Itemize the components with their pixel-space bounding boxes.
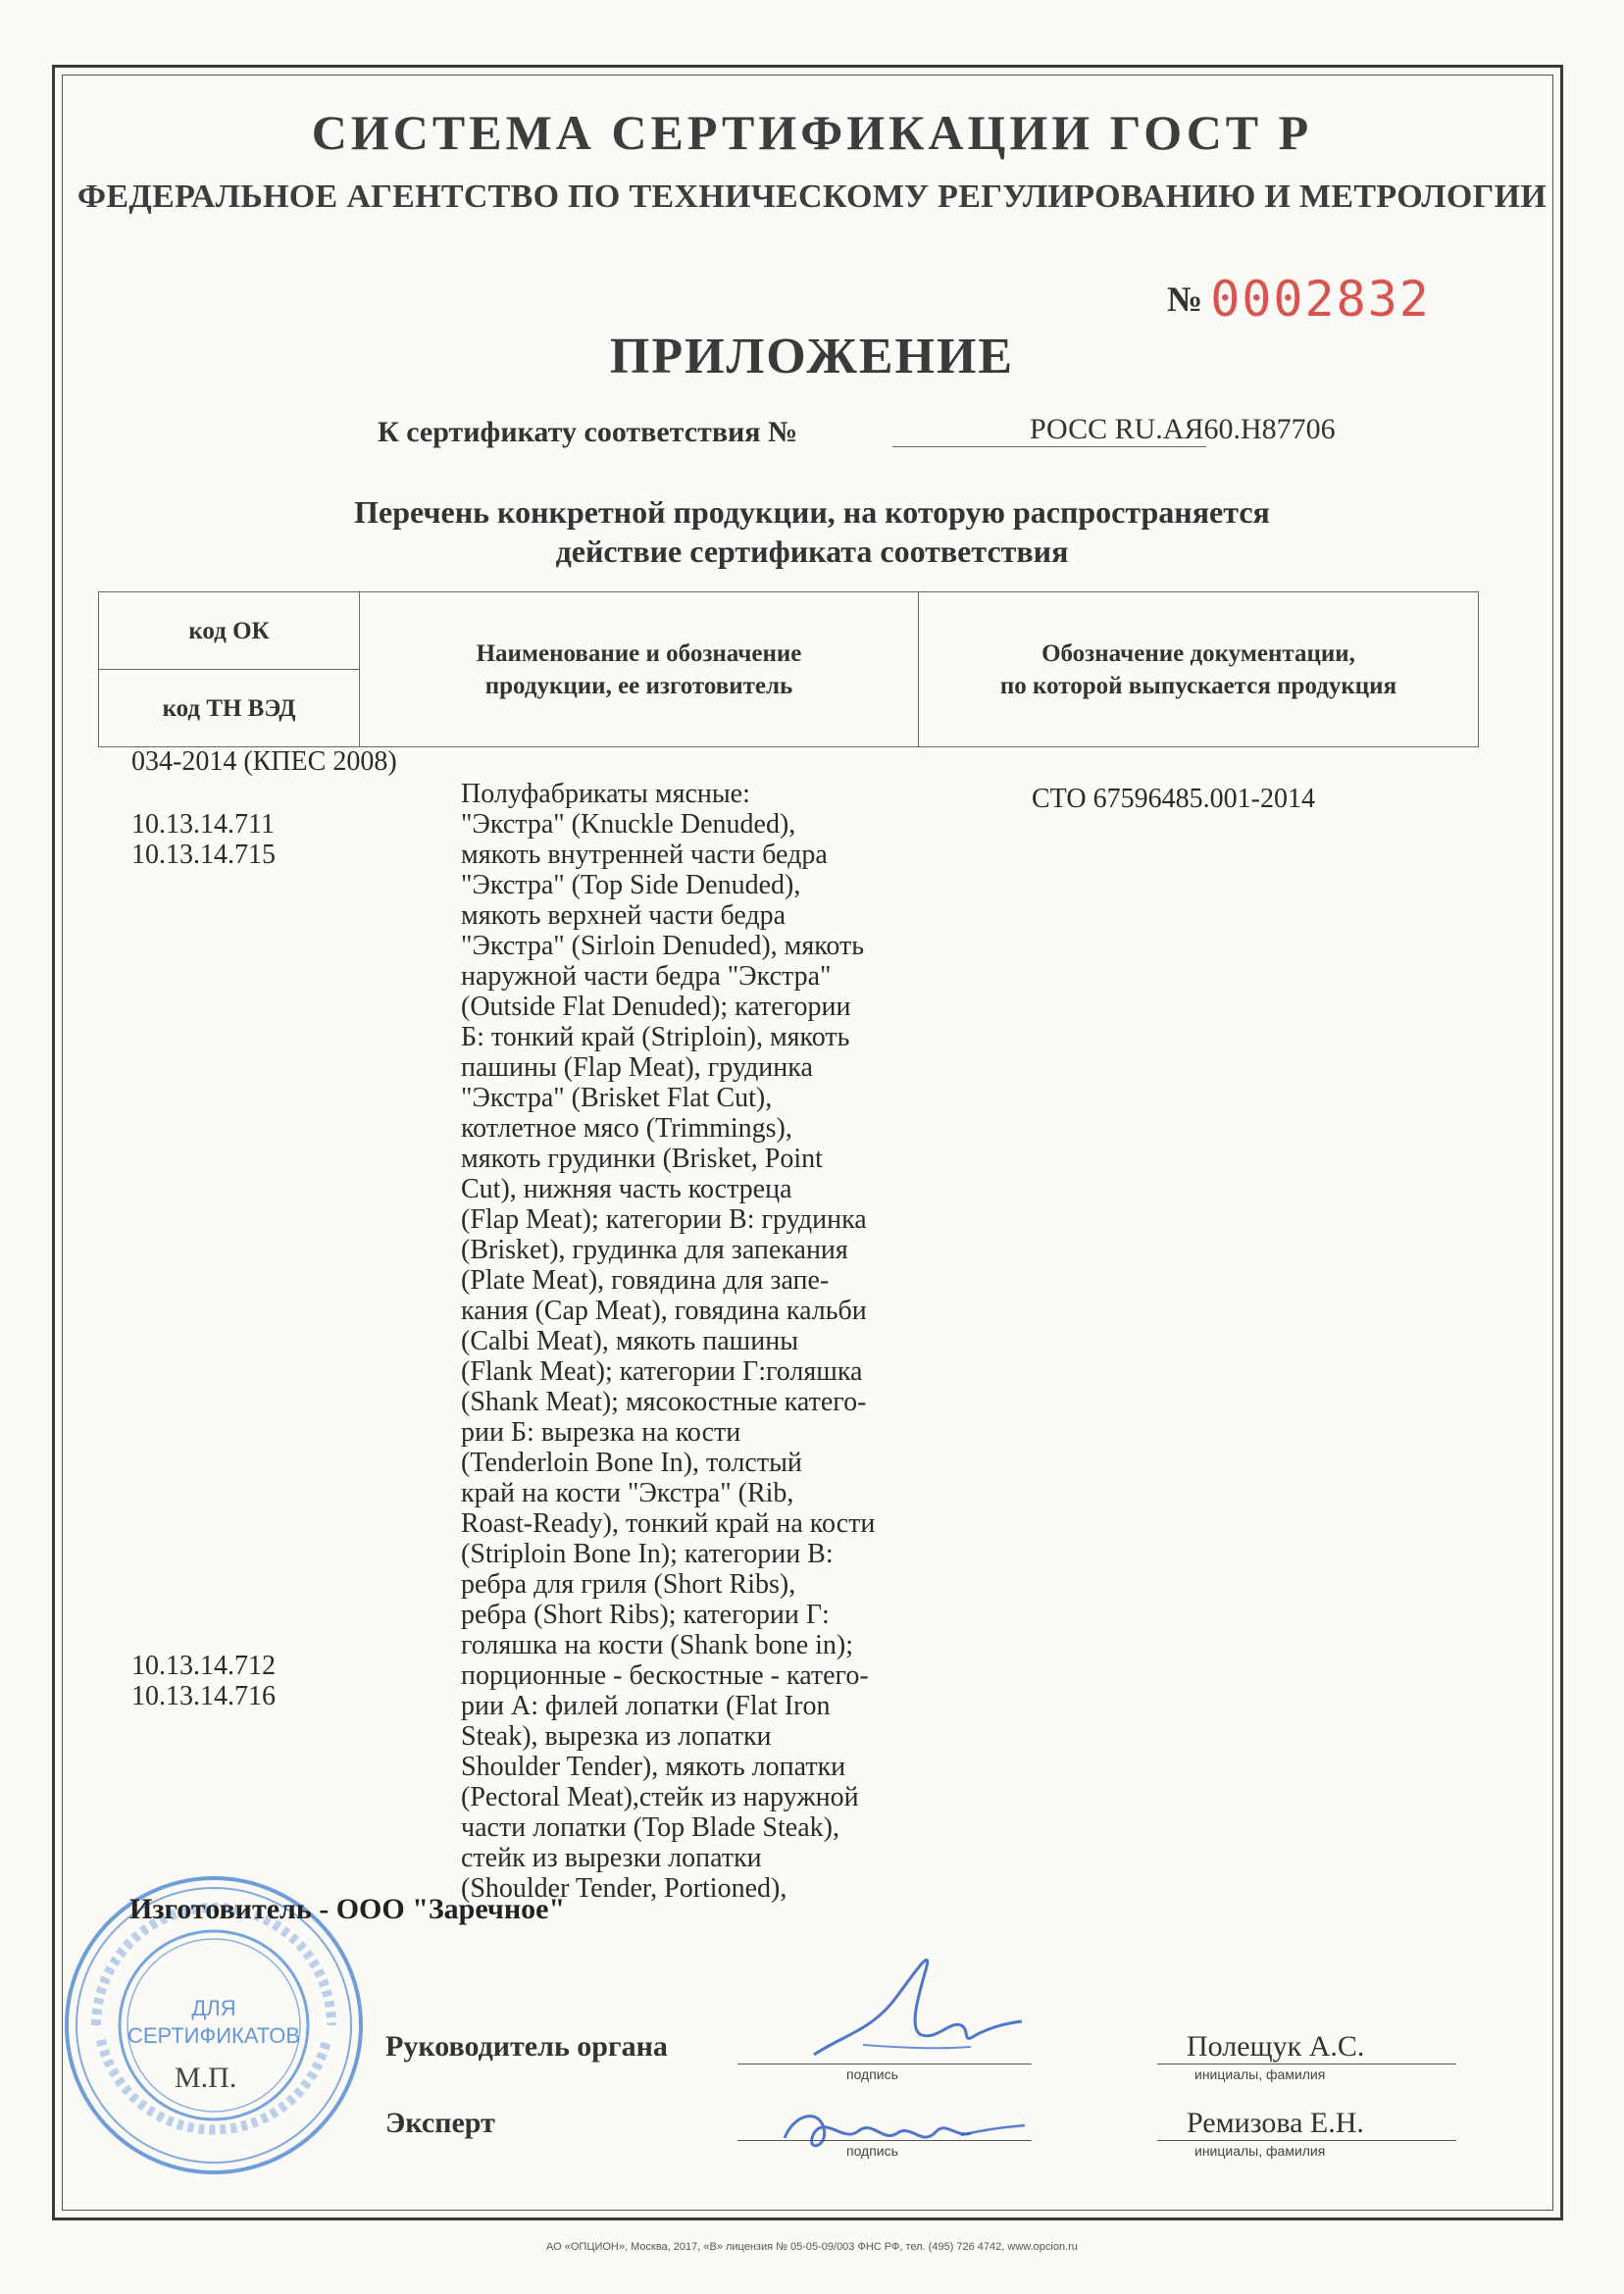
product-description	[461, 779, 875, 1904]
product-line: (Calbi Meat), мякоть пашины	[461, 1326, 799, 1356]
product-line: котлетное мясо (Trimmings),	[461, 1113, 792, 1144]
expert-initials-hint: инициалы, фамилия	[1194, 2143, 1326, 2159]
product-line: "Экстра" (Sirloin Denuded), мякоть	[461, 931, 865, 961]
product-line: (Outside Flat Denuded); категории	[461, 992, 851, 1022]
number-sign: №	[1167, 280, 1203, 319]
product-line: стейк из вырезки лопатки	[461, 1843, 762, 1873]
product-line: рии А: филей лопатки (Flat Iron	[461, 1691, 831, 1721]
code-1: 10.13.14.711	[131, 809, 275, 840]
certificate-underline	[892, 446, 1206, 447]
header-documentation-line-2: по которой выпускается продукция	[999, 672, 1397, 699]
header-code-ok: код ОК	[99, 592, 360, 670]
head-signature	[804, 1937, 1030, 2074]
form-number	[1167, 271, 1431, 328]
product-line: порционные - бескостные - катего-	[461, 1660, 869, 1691]
printer-footer: АО «ОПЦИОН», Москва, 2017, «В» лицензия № 05-05-09/003 ФНС РФ, тел. (495) 726 4742, www.opcion.ru	[546, 2241, 1078, 2253]
stamp-text-main: СЕРТИФИКАТОВ	[127, 2023, 301, 2048]
header-code-tn: код ТН ВЭД	[99, 670, 360, 747]
product-line: (Plate Meat), говядина для запе-	[461, 1265, 830, 1296]
product-line: мякоть внутренней части бедра	[461, 840, 828, 870]
product-line: Shoulder Tender), мякоть лопатки	[461, 1752, 846, 1782]
product-line: мякоть верхней части бедра	[461, 900, 787, 931]
certificate-label: К сертификату соответствия №	[378, 416, 798, 448]
product-line: край на кости "Экстра" (Rib,	[461, 1478, 794, 1508]
code-4: 10.13.14.716	[131, 1681, 276, 1711]
certificate-number: РОСС RU.АЯ60.Н87706	[1030, 413, 1336, 445]
manufacturer: Изготовитель - ООО "Заречное"	[129, 1893, 566, 1925]
documentation-value: СТО 67596485.001-2014	[1032, 784, 1315, 814]
agency-title: ФЕДЕРАЛЬНОЕ АГЕНТСТВО ПО ТЕХНИЧЕСКОМУ РЕГУЛИРОВАНИЮ И МЕТРОЛОГИИ	[76, 178, 1548, 215]
head-sign-hint: подпись	[846, 2066, 898, 2082]
product-line: (Brisket), грудинка для запекания	[461, 1235, 848, 1265]
classifier-code: 034-2014 (КПЕС 2008)	[131, 746, 397, 777]
header-product-name-line-1: Наименование и обозначение	[476, 639, 802, 667]
product-line: наружной части бедра "Экстра"	[461, 961, 832, 992]
product-line: (Tenderloin Bone In), толстый	[461, 1448, 802, 1478]
product-line: части лопатки (Top Blade Steak),	[461, 1812, 839, 1843]
product-line: (Striploin Bone In); категории В:	[461, 1539, 834, 1569]
product-line: "Экстра" (Brisket Flat Cut),	[461, 1083, 773, 1113]
head-label: Руководитель органа	[385, 2030, 668, 2063]
product-line: Полуфабрикаты мясные:	[461, 779, 750, 809]
expert-sign-hint: подпись	[846, 2143, 898, 2159]
product-line: пашины (Flap Meat), грудинка	[461, 1052, 813, 1083]
header-documentation	[919, 592, 1479, 747]
stamp-text-top: ДЛЯ	[191, 1996, 236, 2020]
expert-name: Ремизова Е.Н.	[1187, 2107, 1364, 2139]
product-line: Cut), нижняя часть костреца	[461, 1174, 792, 1204]
product-line: рии Б: вырезка на кости	[461, 1417, 741, 1448]
product-line: голяшка на кости (Shank bone in);	[461, 1630, 854, 1660]
table-header	[98, 591, 1479, 747]
expert-signature	[775, 2094, 1030, 2167]
expert-name-line	[1157, 2140, 1456, 2141]
product-line: (Pectoral Meat),стейк из наружной	[461, 1782, 859, 1812]
number-value: 0002832	[1210, 271, 1431, 328]
product-line: (Shank Meat); мясокостные катего-	[461, 1387, 867, 1417]
expert-label: Эксперт	[385, 2107, 495, 2139]
head-name-line	[1157, 2064, 1456, 2065]
stamp-place-label: М.П.	[175, 2062, 237, 2094]
appendix-title: ПРИЛОЖЕНИЕ	[609, 329, 1015, 384]
code-3: 10.13.14.712	[131, 1651, 276, 1681]
product-line: Roast-Ready), тонкий край на кости	[461, 1508, 876, 1539]
list-title	[0, 492, 1624, 571]
head-name: Полещук А.С.	[1187, 2030, 1365, 2063]
header-product-name-line-2: продукции, ее изготовитель	[484, 672, 793, 699]
product-line: (Flank Meat); категории Г:голяшка	[461, 1356, 863, 1387]
code-2: 10.13.14.715	[131, 840, 276, 870]
product-line: ребра для гриля (Short Ribs),	[461, 1569, 796, 1600]
product-line: "Экстра" (Knuckle Denuded),	[461, 809, 796, 840]
product-line: Б: тонкий край (Striploin), мякоть	[461, 1022, 850, 1052]
product-line: мякоть грудинки (Brisket, Point	[461, 1144, 823, 1174]
code-group-1	[131, 809, 276, 870]
product-line: (Shoulder Tender, Portioned),	[461, 1873, 787, 1904]
header-documentation-line-1: Обозначение документации,	[1041, 639, 1355, 667]
system-title: СИСТЕМА СЕРТИФИКАЦИИ ГОСТ Р	[311, 105, 1313, 160]
product-line: кания (Cap Meat), говядина кальби	[461, 1296, 867, 1326]
code-group-2	[131, 1651, 276, 1711]
product-line: Steak), вырезка из лопатки	[461, 1721, 772, 1752]
product-line: "Экстра" (Top Side Denuded),	[461, 870, 801, 900]
product-line: (Flap Meat); категории В: грудинка	[461, 1204, 867, 1235]
head-initials-hint: инициалы, фамилия	[1194, 2066, 1326, 2082]
list-title-line-2: действие сертификата соответствия	[555, 534, 1069, 569]
list-title-line-1: Перечень конкретной продукции, на которую распространяется	[354, 494, 1270, 530]
header-product-name	[360, 592, 919, 747]
product-line: ребра (Short Ribs); категории Г:	[461, 1600, 830, 1630]
